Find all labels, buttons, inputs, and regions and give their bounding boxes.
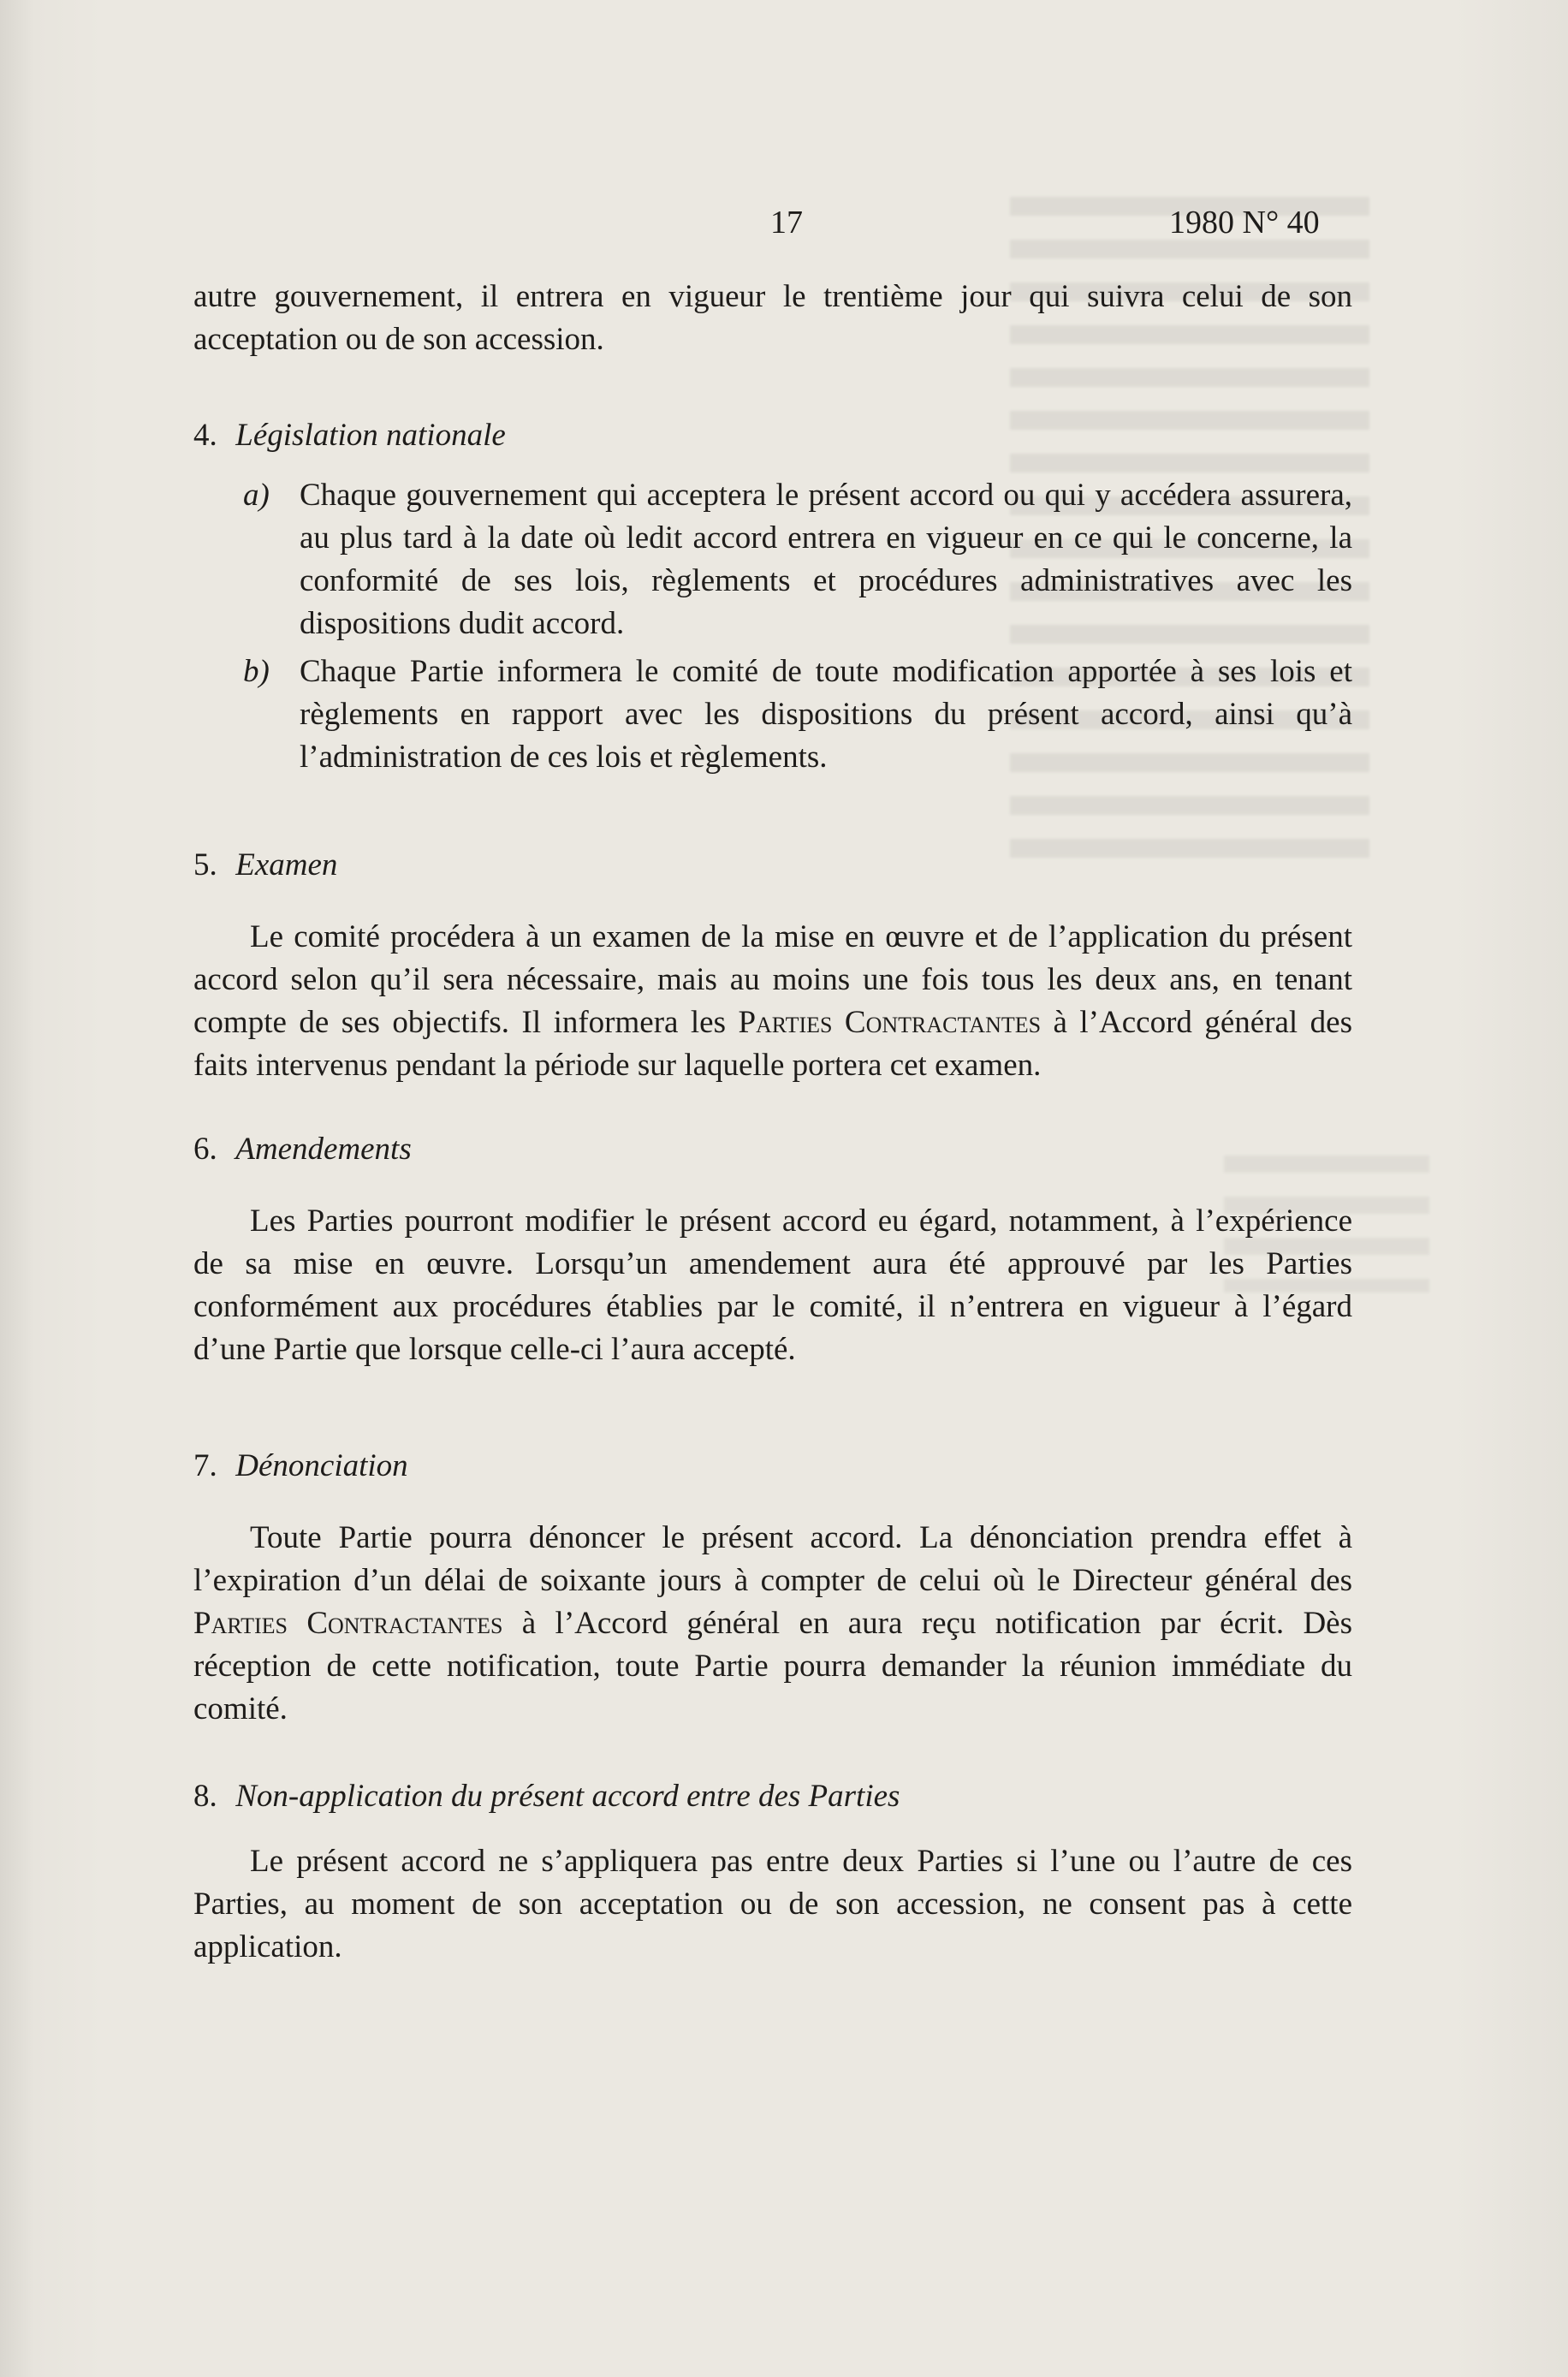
- section-number: 8.: [193, 1779, 217, 1814]
- section-title: Dénonciation: [235, 1448, 408, 1483]
- section-8: [193, 1775, 1352, 1969]
- item-label: a): [243, 478, 270, 513]
- section-number: 7.: [193, 1448, 217, 1483]
- section-paragraph: Les Parties pourront modifier le présent accord eu égard, notamment, à l’expérience de sa mise en œuvre. Lorsqu’un amendement aura été approuvé par les Parties conformément aux procédures établies par le comité, il n’entrera en vigueur à l’égard d’une Partie que lorsque celle-ci l’aura accepté.: [193, 1203, 1352, 1367]
- item-text: Chaque Partie informera le comité de toute modification apportée à ses lois et règlements en rapport avec les dispositions du présent accord, ainsi qu’à l’administration de ces lois et règlements.: [300, 654, 1352, 775]
- section-number: 4.: [193, 418, 217, 453]
- section-heading: [193, 844, 1352, 887]
- item-text: Chaque gouvernement qui acceptera le présent accord ou qui y accédera assurera, au plus tard à la date où ledit accord entrera en vigueur en ce qui le concerne, la conformité de ses lois, règlements et procédures administratives avec les dispositions dudit accord.: [300, 478, 1352, 641]
- document-body: [193, 276, 1352, 1969]
- intro-paragraph: autre gouvernement, il entrera en vigueur le trentième jour qui suivra celui de son acceptation ou de son accession.: [193, 279, 1352, 357]
- section-paragraph: Le présent accord ne s’appliquera pas entre deux Parties si l’une ou l’autre de ces Parties, au moment de son acceptation ou de son accession, ne consent pas à cette application.: [193, 1844, 1352, 1964]
- section-heading: [193, 414, 1352, 457]
- section-4: [193, 414, 1352, 779]
- section-6: [193, 1128, 1352, 1371]
- section-title: Examen: [235, 847, 338, 882]
- section-paragraph: Le comité procédera à un examen de la mise en œuvre et de l’application du présent accord selon qu’il sera nécessaire, mais au moins une fois tous les deux ans, en tenant compte de ses objectifs. Il informera les Parties Contractantes à l’Accord général des faits intervenus pendant la période sur laquelle portera cet examen.: [193, 919, 1352, 1083]
- section-number: 5.: [193, 847, 217, 882]
- section-heading: [193, 1445, 1352, 1488]
- item-label: b): [243, 654, 270, 689]
- page-number: 17: [770, 205, 803, 241]
- section-title: Non-application du présent accord entre des Parties: [235, 1779, 900, 1814]
- section-5: [193, 844, 1352, 1087]
- section-heading: [193, 1128, 1352, 1171]
- document-reference: 1980 N° 40: [1169, 205, 1320, 241]
- section-heading: [193, 1775, 1352, 1818]
- list-item: [193, 474, 1352, 645]
- section-number: 6.: [193, 1132, 217, 1167]
- parties-contractantes: Parties Contractantes: [193, 1606, 503, 1641]
- section-title: Amendements: [235, 1132, 412, 1167]
- section-paragraph: Toute Partie pourra dénoncer le présent accord. La dénonciation prendra effet à l’expiration d’un délai de soixante jours à compter de celui où le Directeur général des Parties Contractantes à l’Accord général en aura reçu notification par écrit. Dès réception de cette notification, toute Partie pourra demander la réunion immédiate du comité.: [193, 1520, 1352, 1726]
- section-title: Législation nationale: [235, 418, 506, 453]
- section-7: [193, 1445, 1352, 1731]
- parties-contractantes: Parties Contractantes: [738, 1005, 1042, 1040]
- list-item: [193, 651, 1352, 779]
